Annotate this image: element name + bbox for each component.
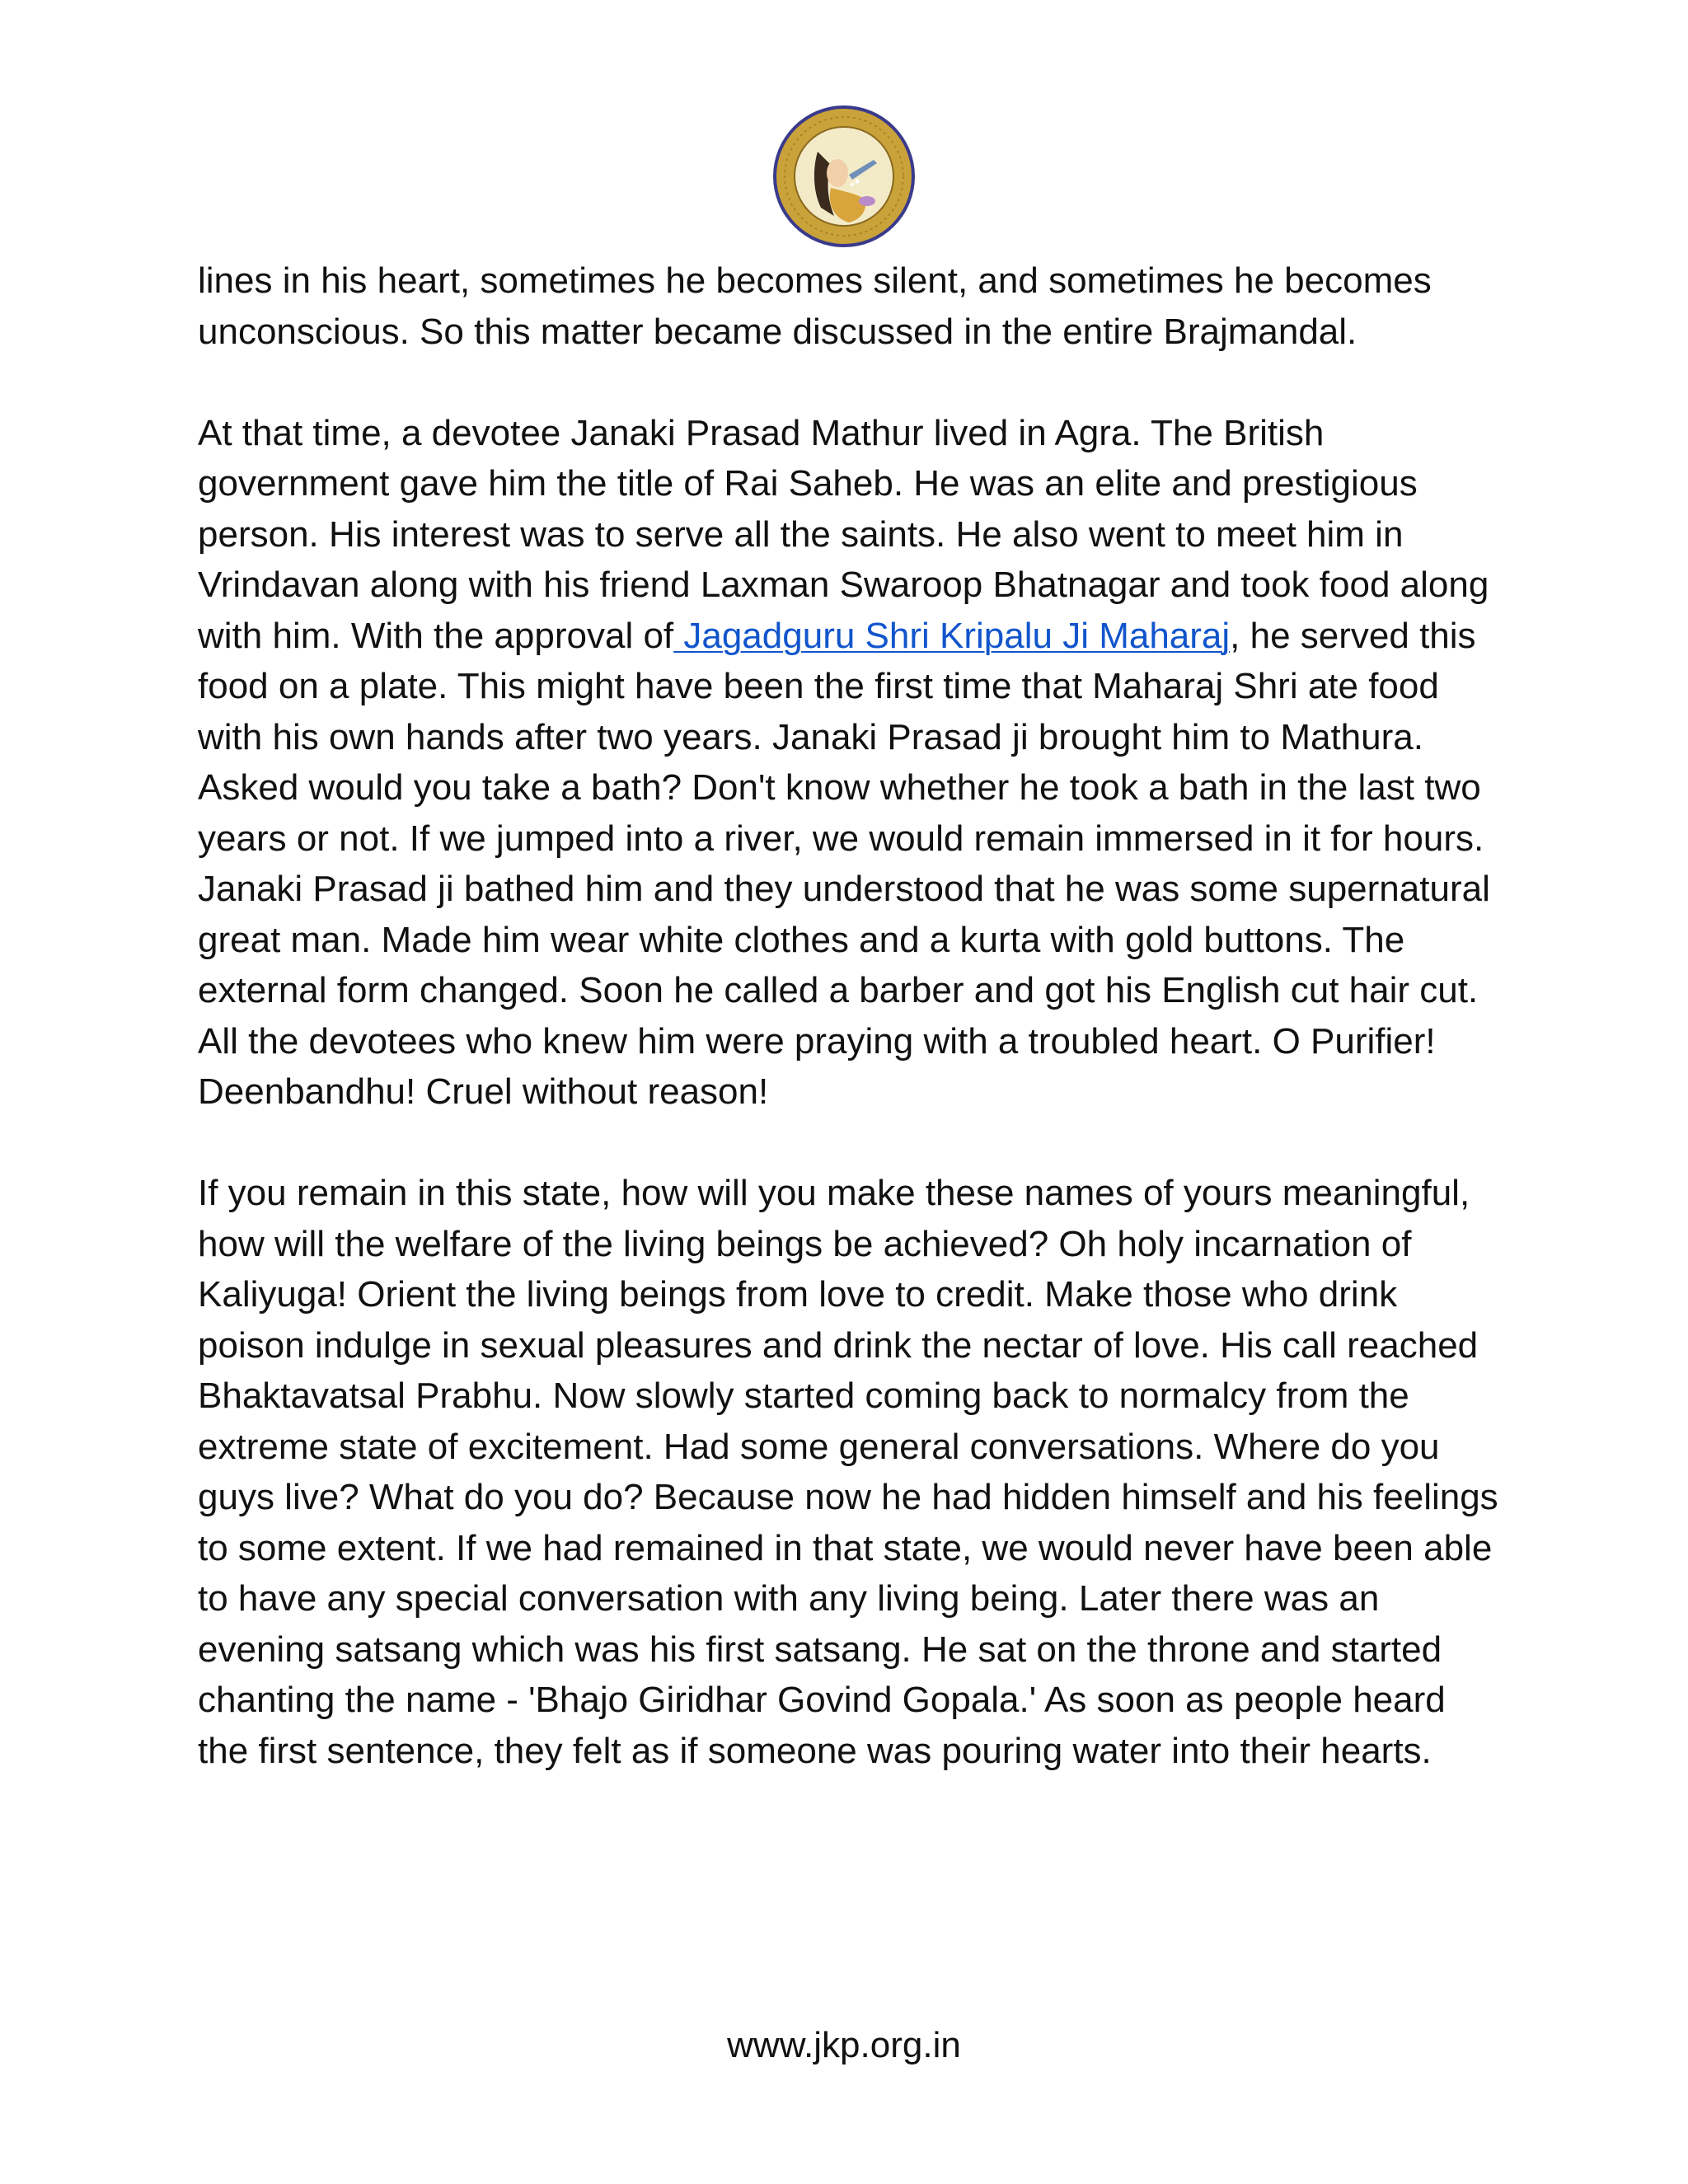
paragraph-2-text-before-link: At that time, a devotee Janaki Prasad Mathur lived in Agra. The British government gave him the title of Rai Saheb. He was an elite and prestigious person. His interest was to serve all the saints. He also went to meet him in Vrindavan along with his friend Laxman Swaroop Bhatnagar and took food along with him. With the approval of	[198, 412, 1489, 656]
header-logo	[770, 102, 918, 251]
document-body	[198, 255, 1500, 1776]
paragraph-1: lines in his heart, sometimes he becomes silent, and sometimes he becomes unconscious. So this matter became discussed in the entire Brajmandal.	[198, 260, 1432, 352]
paragraph-2-text-after-link: , he served this food on a plate. This might have been the first time that Maharaj Shri ate food with his own hands after two years. Janaki Prasad ji brought him to Mathura. Asked would you take a bath? Don't know whether he took a bath in the last two years or not. If we jumped into a river, we would remain immersed in it for hours. Janaki Prasad ji bathed him and they understood that he was some supernatural great man. Made him wear white clothes and a kurta with gold buttons. The external form changed. Soon he called a barber and got his English cut hair cut. All the devotees who knew him were praying with a troubled heart. O Purifier! Deenbandhu! Cruel without reason!	[198, 615, 1490, 1112]
jagadguru-shri-kripalu-ji-maharaj-link[interactable]: Jagadguru Shri Kripalu Ji Maharaj	[673, 615, 1231, 656]
footer-url: www.jkp.org.in	[727, 2025, 961, 2065]
paragraph-3: If you remain in this state, how will you make these names of yours meaningful, how will the welfare of the living beings be achieved? Oh holy incarnation of Kaliyuga! Orient the living beings from love to credit. Make those who drink poison indulge in sexual pleasures and drink the nectar of love. His call reached Bhaktavatsal Prabhu. Now slowly started coming back to normalcy from the extreme state of excitement. Had some general conversations. Where do you guys live? What do you do? Because now he had hidden himself and his feelings to some extent. If we had remained in that state, we would never have been able to have any special conversation with any living being. Later there was an evening satsang which was his first satsang. He sat on the throne and started chanting the name - 'Bhajo Giridhar Govind Gopala.' As soon as people heard the first sentence, they felt as if someone was pouring water into their hearts.	[198, 1173, 1498, 1771]
jkp-emblem-icon	[770, 102, 918, 251]
paragraph-2	[198, 408, 1500, 1118]
